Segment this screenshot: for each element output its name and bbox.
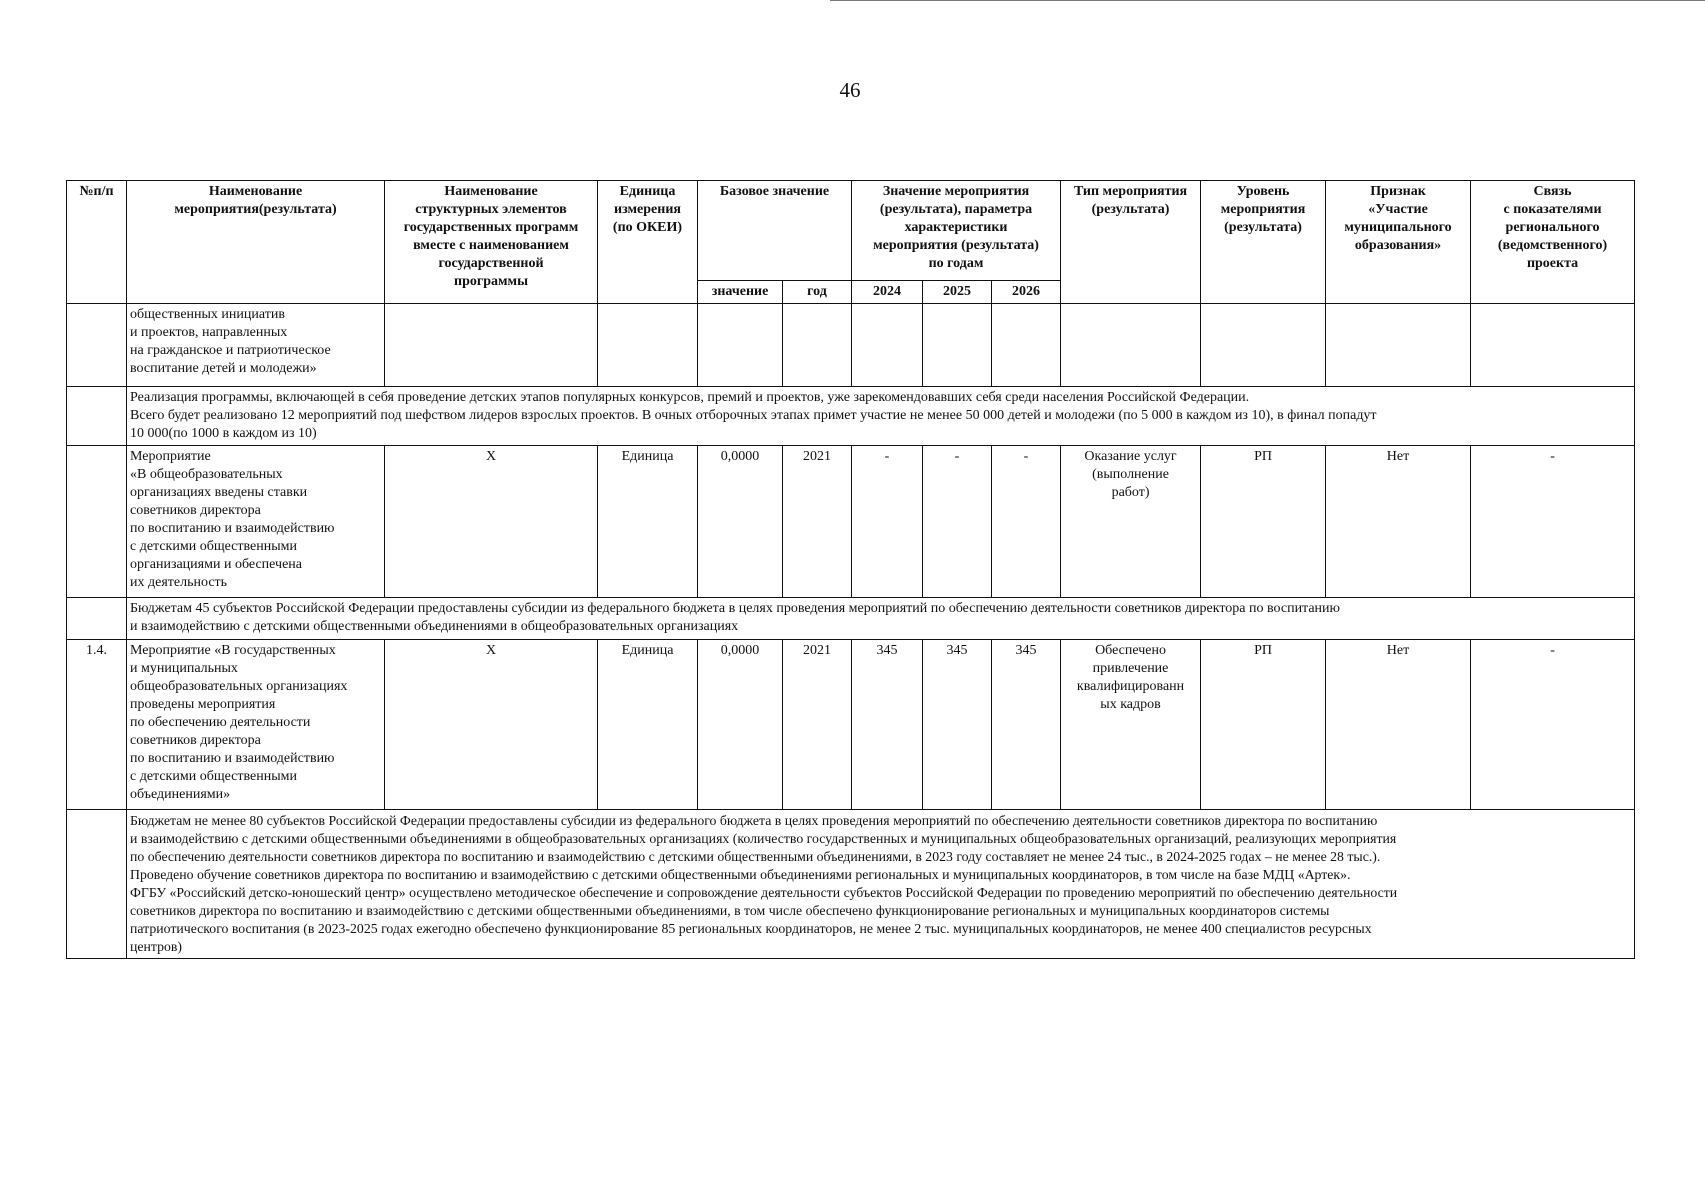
description-row bbox=[67, 598, 1635, 640]
row-num bbox=[67, 304, 127, 387]
row-v2024: 345 bbox=[852, 640, 923, 810]
row-base-value: 0,0000 bbox=[698, 640, 783, 810]
row-v2026: 345 bbox=[992, 640, 1061, 810]
row-description: Бюджетам 45 субъектов Российской Федерации предоставлены субсидии из федерального бюджета в целях проведения мероприятий по обеспечению деятельности советников директора по воспитанию и взаимодействию с детскими общественными объединениями в общеобразовательных организациях bbox=[127, 598, 1635, 640]
row-name: общественных инициатив и проектов, направленных на гражданское и патриотическое воспитание детей и молодежи» bbox=[127, 304, 385, 387]
page-top-rule bbox=[830, 0, 1705, 1]
row-link: - bbox=[1471, 446, 1635, 598]
row-link bbox=[1471, 304, 1635, 387]
row-base-value: 0,0000 bbox=[698, 446, 783, 598]
row-v2024: - bbox=[852, 446, 923, 598]
description-row bbox=[67, 810, 1635, 959]
row-unit: Единица bbox=[598, 446, 698, 598]
row-description: Реализация программы, включающей в себя проведение детских этапов популярных конкурсов, премий и проектов, уже зарекомендовавших себя среди населения Российской Федерации. Всего будет реализовано 12 мероприятий под шефством лидеров взрослых проектов. В очных отборочных этапах примет участие не менее 50 000 детей и молодежи (по 5 000 в каждом из 10), в финал попадут 10 000(по 1000 в каждом из 10) bbox=[127, 387, 1635, 446]
row-municipal bbox=[1326, 304, 1471, 387]
header-municipal: Признак «Участие муниципального образования» bbox=[1326, 181, 1471, 304]
row-link: - bbox=[1471, 640, 1635, 810]
row-name: Мероприятие «В государственных и муниципальных общеобразовательных организациях проведены мероприятия по обеспечению деятельности советников директора по воспитанию и взаимодействию с детскими общественными объединениями» bbox=[127, 640, 385, 810]
header-year-2026: 2026 bbox=[992, 281, 1061, 304]
row-v2024 bbox=[852, 304, 923, 387]
row-base-value bbox=[698, 304, 783, 387]
row-structural: X bbox=[385, 446, 598, 598]
row-structural: X bbox=[385, 640, 598, 810]
row-unit: Единица bbox=[598, 640, 698, 810]
row-description: Бюджетам не менее 80 субъектов Российской Федерации предоставлены субсидии из федерального бюджета в целях проведения мероприятий по обеспечению деятельности советников директора по воспитанию и взаимодействию с детскими общественными объединениями в общеобразовательных организациях (количество государственных и муниципальных общеобразовательных организаций, реализующих мероприятия по обеспечению деятельности советников директора по воспитанию и взаимодействию с детскими общественными объединениями, в 2023 году составляет не менее 24 тыс., в 2024-2025 годах – не менее 28 тыс.). Проведено обучение советников директора по воспитанию и взаимодействию с детскими общественными объединениями региональных и муниципальных координаторов, в том числе на базе МДЦ «Артек». ФГБУ «Российский детско-юношеский центр» осуществлено методическое обеспечение и сопровождение деятельности субъектов Российской Федерации по проведению мероприятий по обеспечению деятельности советников директора по воспитанию и взаимодействию с детскими общественными объединениями, в том числе обеспечено функционирование региональных и муниципальных координаторов системы патриотического воспитания (в 2023-2025 годах ежегодно обеспечено функционирование 85 региональных координаторов, не менее 2 тыс. муниципальных координаторов, не менее 400 специалистов ресурсных центров) bbox=[127, 810, 1635, 959]
row-base-year: 2021 bbox=[783, 640, 852, 810]
row-v2025: 345 bbox=[923, 640, 992, 810]
row-type bbox=[1061, 304, 1201, 387]
row-num bbox=[67, 598, 127, 640]
header-year-2025: 2025 bbox=[923, 281, 992, 304]
header-type: Тип мероприятия (результата) bbox=[1061, 181, 1201, 304]
row-base-year: 2021 bbox=[783, 446, 852, 598]
row-v2026: - bbox=[992, 446, 1061, 598]
row-name: Мероприятие «В общеобразовательных организациях введены ставки советников директора по воспитанию и взаимодействию с детскими общественными организациями и обеспечена их деятельность bbox=[127, 446, 385, 598]
header-base-year: год bbox=[783, 281, 852, 304]
row-num bbox=[67, 387, 127, 446]
row-v2025: - bbox=[923, 446, 992, 598]
row-num bbox=[67, 810, 127, 959]
row-municipal: Нет bbox=[1326, 446, 1471, 598]
row-unit bbox=[598, 304, 698, 387]
description-row bbox=[67, 387, 1635, 446]
row-type: Оказание услуг (выполнение работ) bbox=[1061, 446, 1201, 598]
page-number: 46 bbox=[839, 78, 861, 102]
table-row bbox=[67, 304, 1635, 387]
row-v2025 bbox=[923, 304, 992, 387]
header-row-1 bbox=[67, 181, 1635, 281]
table-row bbox=[67, 446, 1635, 598]
row-structural bbox=[385, 304, 598, 387]
header-year-2024: 2024 bbox=[852, 281, 923, 304]
header-base-value: значение bbox=[698, 281, 783, 304]
header-num: №п/п bbox=[67, 181, 127, 304]
activities-table bbox=[66, 180, 1635, 959]
header-values-by-year: Значение мероприятия (результата), параметра характеристики мероприятия (результата) по годам bbox=[852, 181, 1061, 281]
row-level bbox=[1201, 304, 1326, 387]
row-base-year bbox=[783, 304, 852, 387]
header-level: Уровень мероприятия (результата) bbox=[1201, 181, 1326, 304]
table-row bbox=[67, 640, 1635, 810]
header-link: Связь с показателями регионального (ведомственного) проекта bbox=[1471, 181, 1635, 304]
header-base: Базовое значение bbox=[698, 181, 852, 281]
header-name: Наименование мероприятия(результата) bbox=[127, 181, 385, 304]
row-level: РП bbox=[1201, 640, 1326, 810]
row-municipal: Нет bbox=[1326, 640, 1471, 810]
row-num bbox=[67, 446, 127, 598]
row-num: 1.4. bbox=[67, 640, 127, 810]
row-v2026 bbox=[992, 304, 1061, 387]
row-type: Обеспечено привлечение квалифицированн ых кадров bbox=[1061, 640, 1201, 810]
header-structural: Наименование структурных элементов государственных программ вместе с наименованием государственной программы bbox=[385, 181, 598, 304]
header-unit: Единица измерения (по ОКЕИ) bbox=[598, 181, 698, 304]
row-level: РП bbox=[1201, 446, 1326, 598]
